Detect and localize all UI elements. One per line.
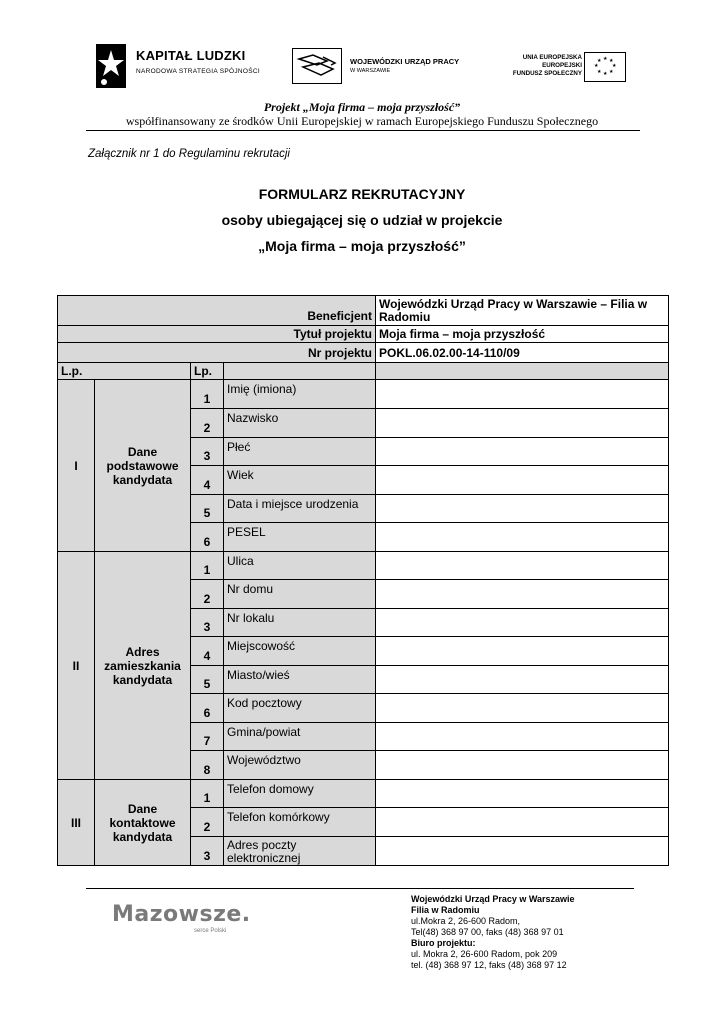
field-label: Telefon domowy	[224, 780, 376, 808]
field-input[interactable]	[376, 751, 669, 780]
footer-address: ul.Mokra 2, 26-600 Radom,	[411, 916, 521, 926]
project-number-label: Nr projektu	[58, 343, 376, 363]
field-input[interactable]	[376, 609, 669, 637]
footer-org: Wojewódzki Urząd Pracy w Warszawie	[411, 894, 575, 904]
field-number: 2	[191, 409, 224, 438]
eu-logo-text	[513, 54, 582, 78]
field-label: Województwo	[224, 751, 376, 780]
field-label: Płeć	[224, 438, 376, 466]
project-header: Projekt „Moja firma – moja przyszłość”	[263, 100, 461, 114]
svg-text:★: ★	[609, 58, 614, 64]
field-number: 3	[191, 438, 224, 466]
column-header-blank	[376, 363, 669, 380]
cofinancing-note: współfinansowany ze środków Unii Europejskiej w ramach Europejskiego Funduszu Społecznego	[125, 114, 599, 128]
form-title: FORMULARZ REKRUTACYJNY	[258, 186, 466, 202]
field-number: 4	[191, 466, 224, 495]
field-label: Telefon komórkowy	[224, 808, 376, 837]
eu-logo-line2: EUROPEJSKI	[542, 62, 582, 69]
kapital-ludzki-logo	[92, 42, 262, 90]
field-label: Miasto/wieś	[224, 666, 376, 694]
field-input[interactable]	[376, 580, 669, 609]
footer-office-phone: tel. (48) 368 97 12, faks (48) 368 97 12	[411, 960, 567, 970]
wup-logo	[292, 48, 462, 86]
field-input[interactable]	[376, 380, 669, 409]
field-input[interactable]	[376, 780, 669, 808]
project-title-value: Moja firma – moja przyszłość	[376, 326, 669, 343]
field-number: 1	[191, 380, 224, 409]
field-number: 8	[191, 751, 224, 780]
column-header-lp: L.p.	[58, 363, 191, 380]
section-title: Adres zamieszkania kandydata	[95, 552, 191, 780]
field-input[interactable]	[376, 837, 669, 866]
field-number: 4	[191, 637, 224, 666]
form-subtitle: osoby ubiegającej się o udział w projekcie	[221, 212, 503, 228]
field-label: Data i miejsce urodzenia	[224, 495, 376, 523]
wup-emblem-icon	[292, 48, 342, 84]
field-number: 2	[191, 580, 224, 609]
field-input[interactable]	[376, 438, 669, 466]
project-number-row	[58, 343, 669, 363]
field-input[interactable]	[376, 495, 669, 523]
eu-logo	[500, 52, 630, 88]
field-number: 5	[191, 495, 224, 523]
beneficiary-label: Beneficjent	[58, 296, 376, 326]
wup-logo-title: WOJEWÓDZKI URZĄD PRACY	[350, 57, 460, 66]
table-row	[58, 552, 669, 580]
field-input[interactable]	[376, 523, 669, 552]
field-input[interactable]	[376, 637, 669, 666]
field-input[interactable]	[376, 552, 669, 580]
mazowsze-logo-word: Mazowsze.	[112, 902, 251, 927]
svg-text:★: ★	[603, 71, 608, 77]
section-number: I	[58, 380, 95, 552]
field-label: Adres poczty elektronicznej	[224, 837, 376, 866]
header-divider	[86, 130, 640, 131]
field-label: Wiek	[224, 466, 376, 495]
column-header-blank	[224, 363, 376, 380]
project-title-row	[58, 326, 669, 343]
footer-phone: Tel(48) 368 97 00, faks (48) 368 97 01	[411, 927, 564, 937]
field-number: 6	[191, 694, 224, 723]
form-project-name: „Moja firma – moja przyszłość”	[258, 238, 466, 254]
field-label: Kod pocztowy	[224, 694, 376, 723]
svg-text:★: ★	[597, 69, 602, 75]
field-number: 6	[191, 523, 224, 552]
footer-branch: Filia w Radomiu	[411, 905, 480, 915]
field-number: 3	[191, 837, 224, 866]
svg-text:★: ★	[612, 63, 617, 69]
field-number: 5	[191, 666, 224, 694]
eu-logo-line1: UNIA EUROPEJSKA	[522, 54, 582, 61]
field-input[interactable]	[376, 466, 669, 495]
mazowsze-logo-tagline: serce Polski	[194, 928, 227, 934]
section-number: II	[58, 552, 95, 780]
svg-text:★: ★	[597, 58, 602, 64]
beneficiary-value: Wojewódzki Urząd Pracy w Warszawie – Filia w Radomiu	[376, 296, 669, 326]
recruitment-form-table	[57, 295, 669, 866]
section-title: Dane podstawowe kandydata	[95, 380, 191, 552]
footer-office-label: Biuro projektu:	[411, 938, 476, 948]
table-row	[58, 780, 669, 808]
field-input[interactable]	[376, 808, 669, 837]
footer-divider	[86, 888, 634, 889]
field-number: 1	[191, 780, 224, 808]
svg-text:★: ★	[603, 56, 608, 62]
footer-office-address: ul. Mokra 2, 26-600 Radom, pok 209	[411, 949, 558, 959]
project-number-value: POKL.06.02.00-14-110/09	[376, 343, 669, 363]
field-label: Nazwisko	[224, 409, 376, 438]
field-label: PESEL	[224, 523, 376, 552]
annex-label: Załącznik nr 1 do Regulaminu rekrutacji	[88, 148, 290, 160]
project-title-label: Tytuł projektu	[58, 326, 376, 343]
field-number: 3	[191, 609, 224, 637]
field-label: Imię (imiona)	[224, 380, 376, 409]
mazowsze-logo	[112, 902, 251, 938]
section-number: III	[58, 780, 95, 866]
kapital-ludzki-subtitle: NARODOWA STRATEGIA SPÓJNOŚCI	[136, 68, 260, 75]
field-input[interactable]	[376, 409, 669, 438]
field-input[interactable]	[376, 694, 669, 723]
table-row	[58, 380, 669, 409]
eu-flag-icon	[584, 52, 626, 82]
section-title: Dane kontaktowe kandydata	[95, 780, 191, 866]
field-input[interactable]	[376, 723, 669, 751]
svg-text:★: ★	[609, 69, 614, 75]
kapital-ludzki-title: KAPITAŁ LUDZKI	[136, 48, 246, 63]
field-number: 1	[191, 552, 224, 580]
field-label: Gmina/powiat	[224, 723, 376, 751]
field-label: Ulica	[224, 552, 376, 580]
field-number: 2	[191, 808, 224, 837]
svg-text:★: ★	[594, 63, 599, 69]
column-header-lp-sub: Lp.	[191, 363, 224, 380]
field-label: Nr lokalu	[224, 609, 376, 637]
eu-logo-line3: FUNDUSZ SPOŁECZNY	[512, 70, 582, 77]
field-number: 7	[191, 723, 224, 751]
field-label: Nr domu	[224, 580, 376, 609]
beneficiary-row	[58, 296, 669, 326]
kapital-ludzki-star-icon	[92, 42, 130, 90]
field-label: Miejscowość	[224, 637, 376, 666]
wup-logo-subtitle: W WARSZAWIE	[350, 68, 391, 74]
column-header-row	[58, 363, 669, 380]
field-input[interactable]	[376, 666, 669, 694]
